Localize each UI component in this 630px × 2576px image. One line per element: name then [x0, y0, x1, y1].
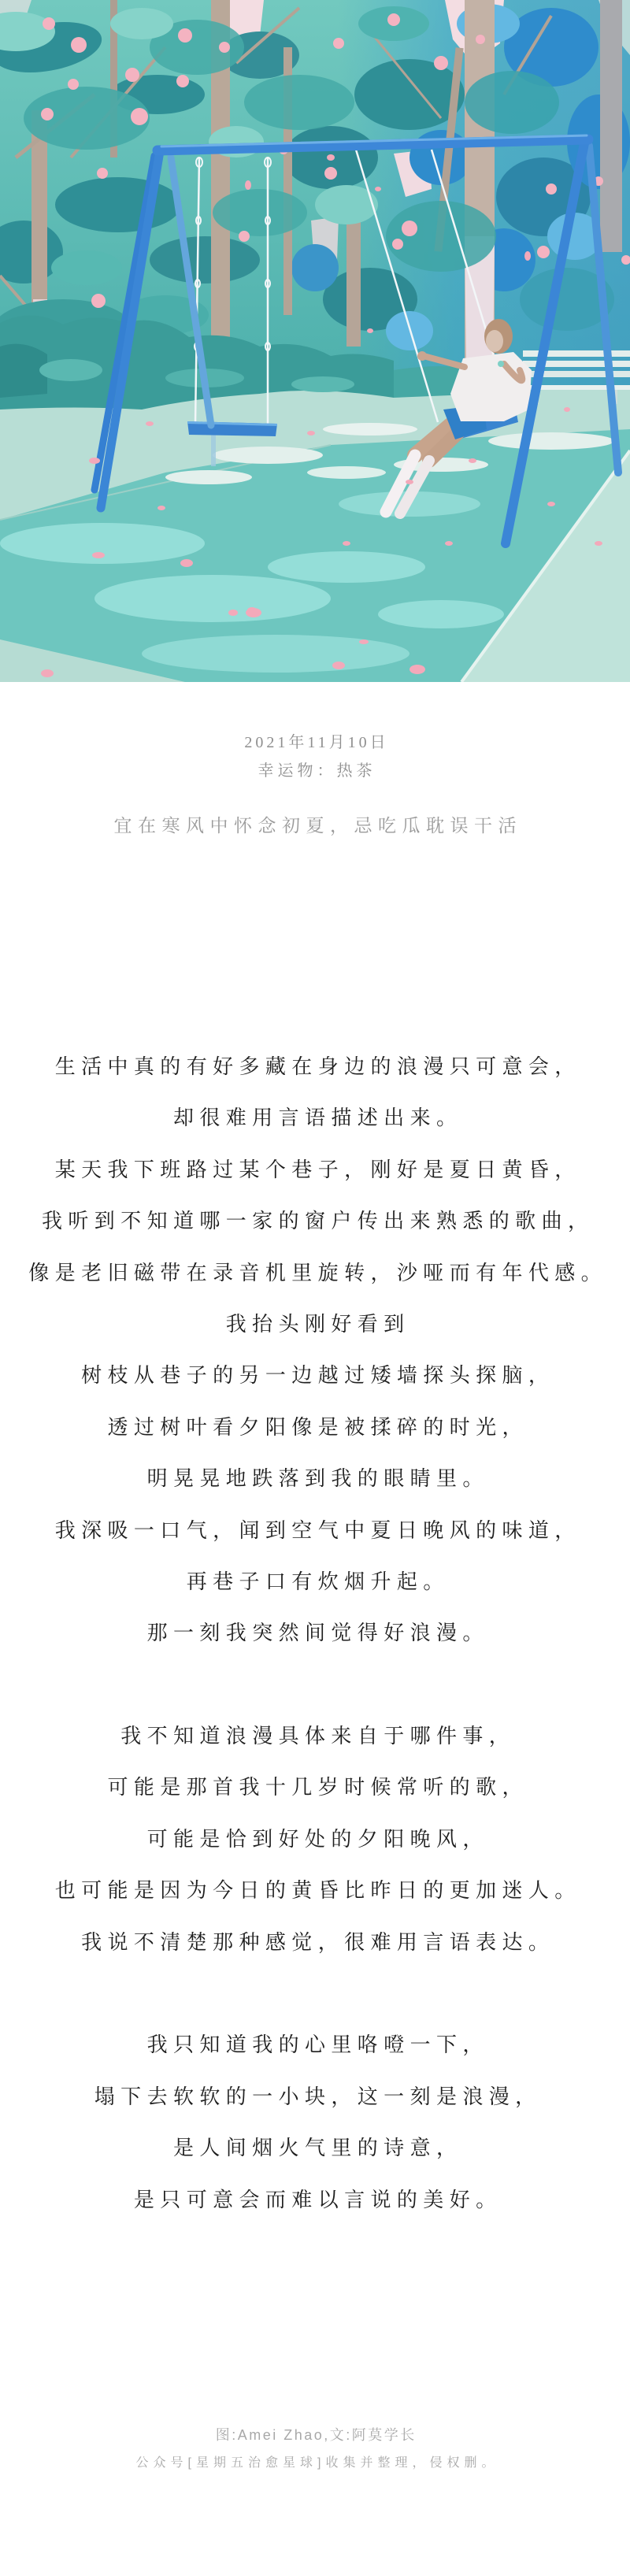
- text-line: 却很难用言语描述出来。: [172, 1106, 463, 1130]
- lucky-item-label: 幸运物：热茶: [258, 762, 376, 780]
- text-line: 透过树叶看夕阳像是被揉碎的时光，: [107, 1414, 528, 1439]
- text-line: 再巷子口有炊烟升起。: [186, 1569, 450, 1593]
- swing-painting: [0, 0, 630, 682]
- text-line: 塌下去软软的一小块，这一刻是浪漫，: [94, 2084, 542, 2108]
- paragraph-2: [0, 1711, 630, 1968]
- paragraph-1: [0, 1041, 630, 1659]
- text-line: 是只可意会而难以言说的美好。: [133, 2187, 502, 2211]
- text-line: 那一刻我突然间觉得好浪漫。: [146, 1621, 489, 1645]
- source-notice: 公众号[星期五治愈星球]收集并整理，侵权删。: [135, 2456, 499, 2470]
- daily-tagline: 宜在寒风中怀念初夏，忌吃瓜耽误干活: [113, 815, 522, 836]
- date-label: 2021年11月10日: [244, 734, 389, 751]
- text-line: 我说不清楚那种感觉，很难用言语表达。: [81, 1929, 555, 1954]
- text-line: 我不知道浪漫具体来自于哪件事，: [120, 1724, 516, 1748]
- text-line: 也可能是因为今日的黄昏比昨日的更加迷人。: [54, 1878, 581, 1903]
- text-line: 某天我下班路过某个巷子，刚好是夏日黄昏，: [54, 1157, 581, 1181]
- article-body: [0, 1041, 630, 2277]
- text-line: 生活中真的有好多藏在身边的浪漫只可意会，: [54, 1054, 581, 1078]
- text-line: 我只知道我的心里咯噔一下，: [146, 2033, 489, 2057]
- text-line: 像是老旧磁带在录音机里旋转，沙哑而有年代感。: [28, 1260, 608, 1284]
- paragraph-3: [0, 2019, 630, 2226]
- text-line: 我听到不知道哪一家的窗户传出来熟悉的歌曲，: [41, 1209, 595, 1233]
- text-line: 可能是那首我十几岁时候常听的歌，: [107, 1775, 528, 1799]
- text-line: 我抬头刚好看到: [225, 1311, 410, 1336]
- ground: [0, 386, 630, 682]
- text-line: 可能是恰到好处的夕阳晚风，: [146, 1826, 489, 1851]
- girl-hand: [417, 351, 427, 361]
- text-line: 树枝从巷子的另一边越过矮墙探头探脑，: [81, 1363, 555, 1388]
- image-text-credit: 图:Amei Zhao,文:阿莫学长: [215, 2427, 417, 2443]
- hero-illustration: [0, 0, 630, 682]
- text-line: 是人间烟火气里的诗意，: [172, 2136, 463, 2160]
- text-line: 明晃晃地跌落到我的眼睛里。: [146, 1466, 489, 1491]
- text-line: 我深吸一口气，闻到空气中夏日晚风的味道，: [54, 1518, 581, 1542]
